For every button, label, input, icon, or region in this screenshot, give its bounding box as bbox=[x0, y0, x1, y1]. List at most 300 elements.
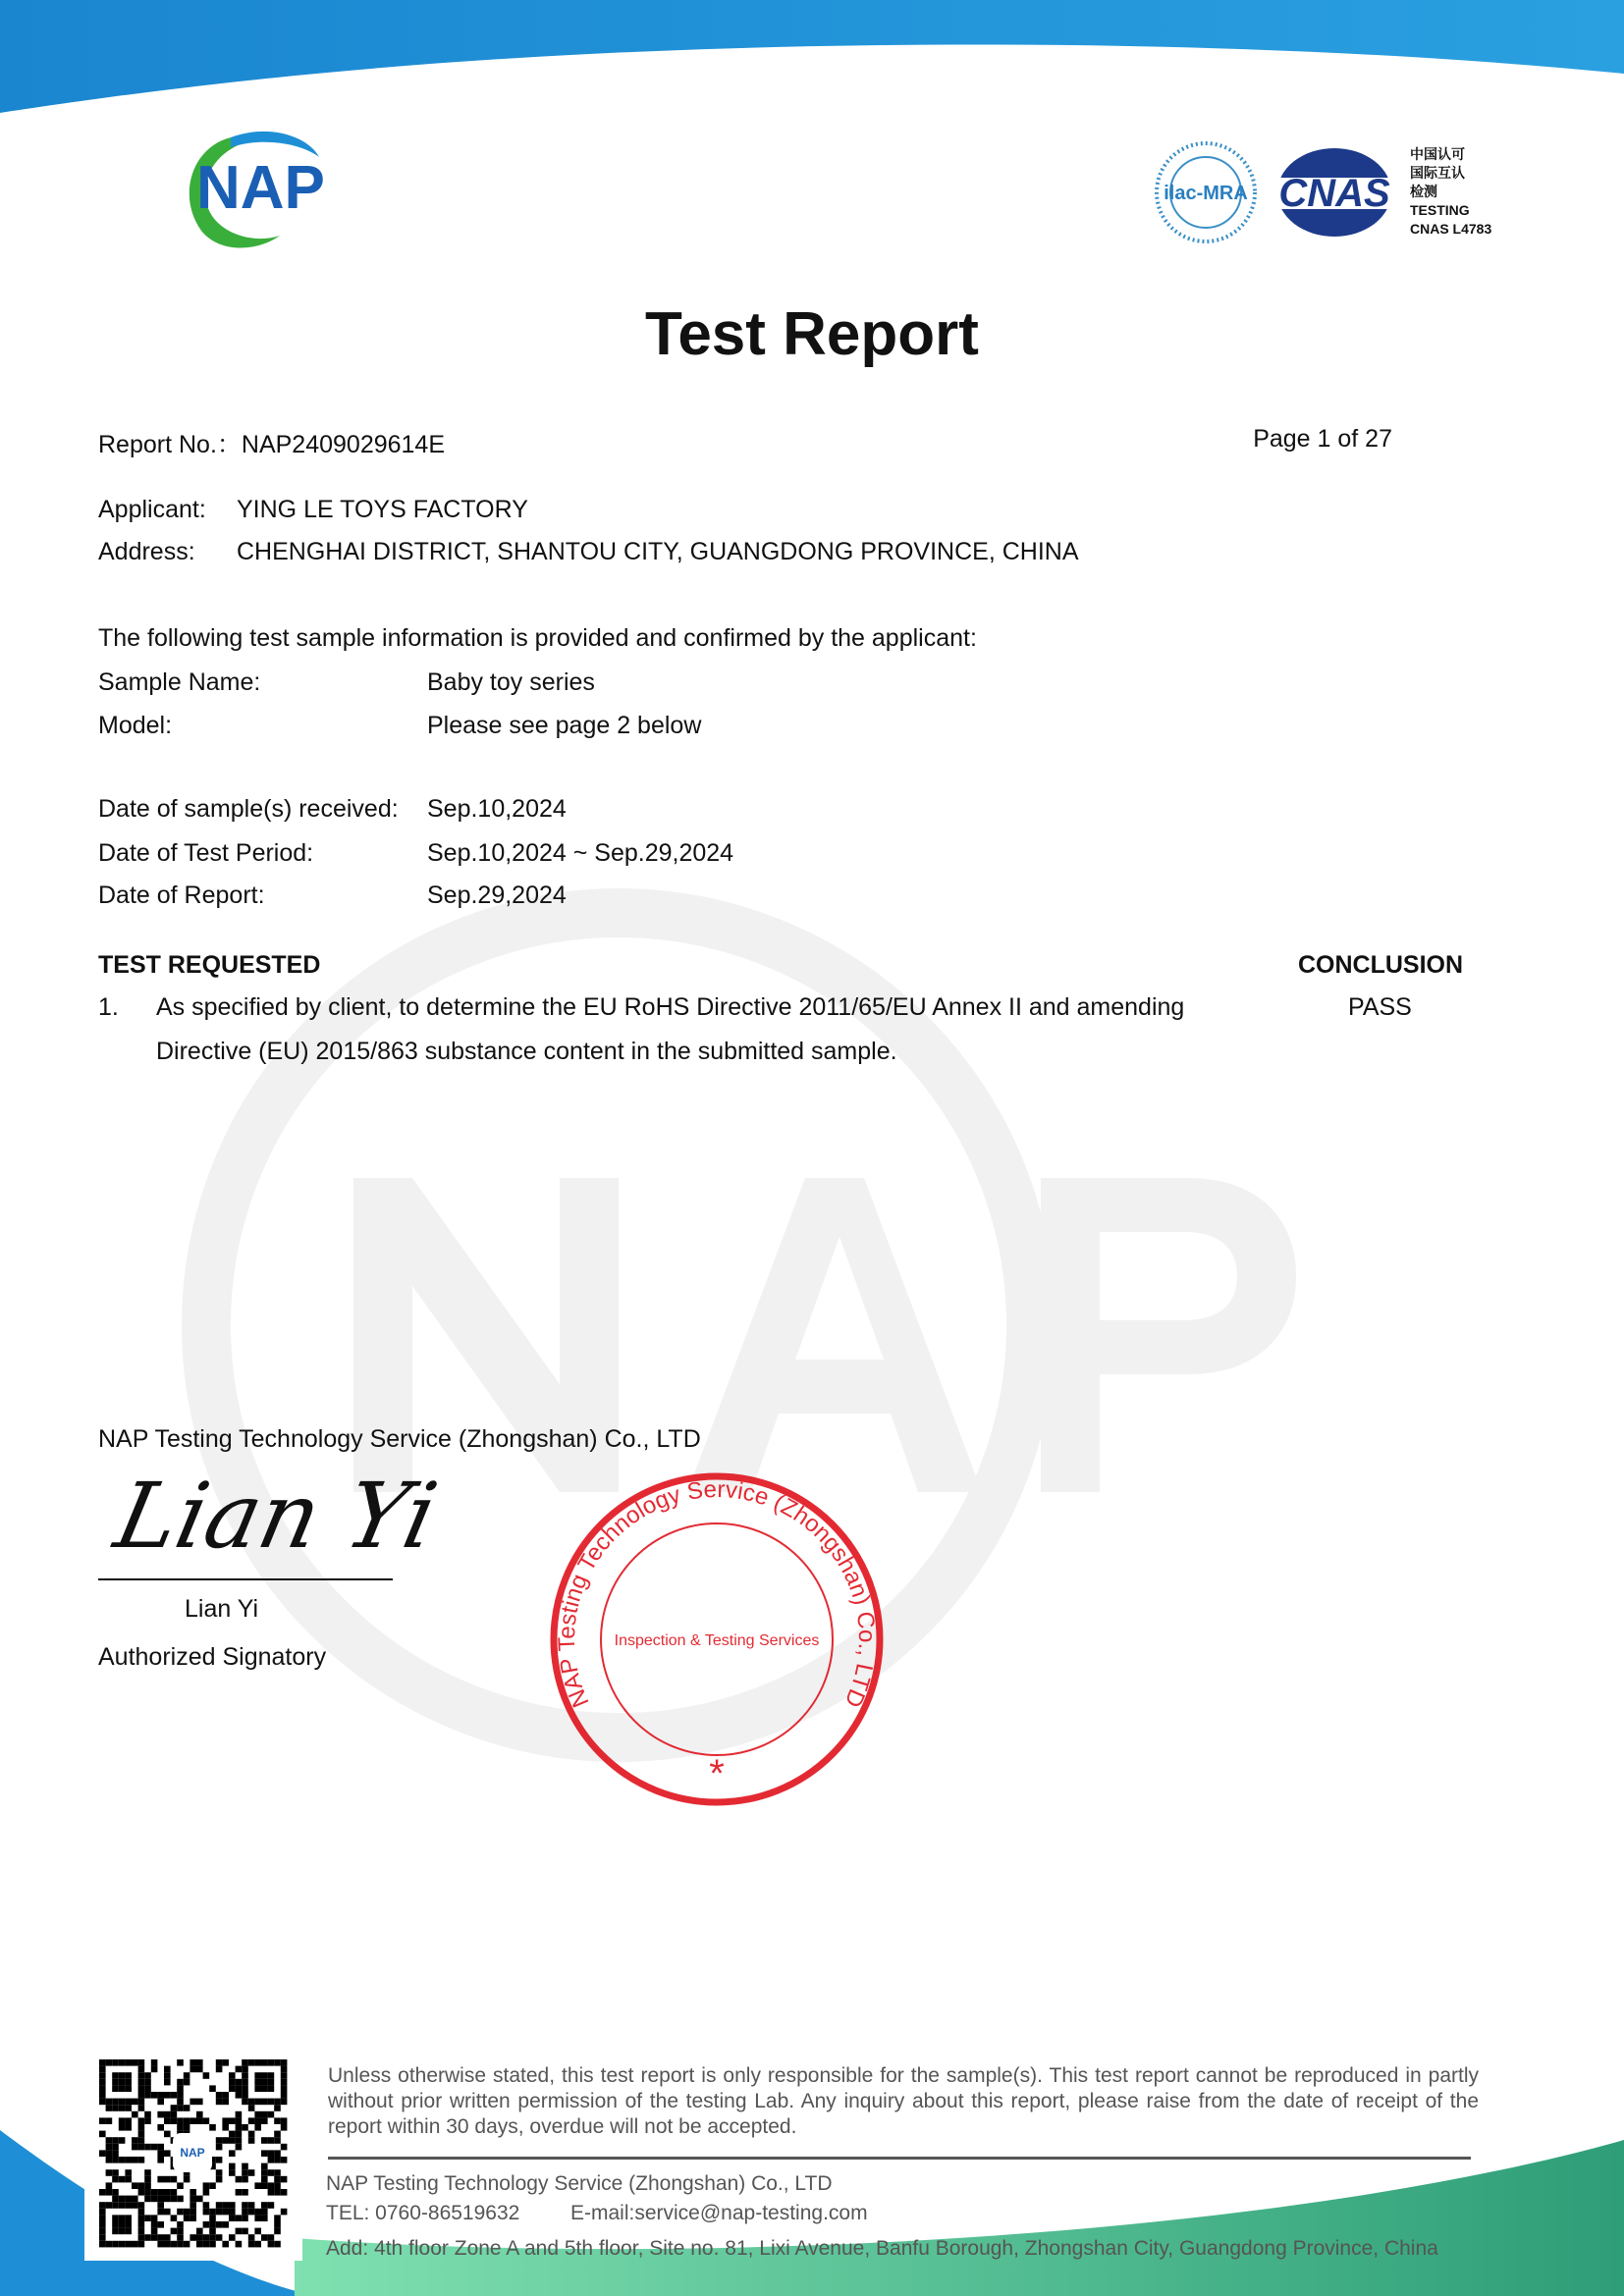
qr-module bbox=[144, 2196, 151, 2203]
field-value: Baby toy series bbox=[427, 668, 595, 696]
qr-module bbox=[106, 2137, 113, 2144]
qr-module bbox=[144, 2234, 151, 2241]
qr-module bbox=[151, 2059, 158, 2066]
qr-module bbox=[138, 2228, 145, 2235]
qr-module bbox=[177, 2209, 184, 2216]
qr-module bbox=[242, 2176, 248, 2183]
qr-module bbox=[144, 2176, 151, 2183]
test-result: PASS bbox=[1348, 993, 1412, 1021]
qr-module bbox=[236, 2144, 243, 2151]
qr-module bbox=[132, 2202, 138, 2209]
qr-module bbox=[274, 2137, 281, 2144]
qr-module bbox=[229, 2117, 236, 2124]
qr-module bbox=[229, 2137, 236, 2144]
qr-module bbox=[261, 2234, 268, 2241]
qr-module bbox=[254, 2209, 261, 2216]
qr-module bbox=[274, 2215, 281, 2221]
qr-module bbox=[144, 2189, 151, 2196]
qr-module bbox=[99, 2241, 106, 2248]
field-label: Sample Name: bbox=[98, 668, 261, 696]
qr-module bbox=[99, 2059, 106, 2066]
qr-module bbox=[203, 2221, 210, 2228]
qr-module bbox=[222, 2221, 229, 2228]
qr-module bbox=[138, 2117, 145, 2124]
cnas-number: CNAS L4783 bbox=[1410, 221, 1492, 237]
company-stamp bbox=[550, 1472, 884, 1806]
qr-module bbox=[119, 2059, 126, 2066]
qr-module bbox=[106, 2182, 113, 2189]
qr-module bbox=[216, 2202, 223, 2209]
qr-module bbox=[242, 2072, 248, 2079]
qr-module bbox=[229, 2202, 236, 2209]
qr-module bbox=[106, 2117, 113, 2124]
qr-module bbox=[164, 2241, 171, 2248]
qr-module bbox=[184, 2117, 190, 2124]
qr-module bbox=[138, 2144, 145, 2151]
qr-module bbox=[242, 2099, 248, 2106]
qr-module bbox=[112, 2176, 119, 2183]
qr-module bbox=[261, 2182, 268, 2189]
qr-module bbox=[119, 2105, 126, 2111]
qr-module bbox=[106, 2189, 113, 2196]
qr-module bbox=[112, 2189, 119, 2196]
qr-module bbox=[189, 2234, 196, 2241]
qr-module bbox=[216, 2099, 223, 2106]
qr-module bbox=[274, 2105, 281, 2111]
qr-module bbox=[236, 2241, 243, 2248]
qr-module bbox=[177, 2228, 184, 2235]
qr-module bbox=[222, 2137, 229, 2144]
report-no-value: NAP2409029614E bbox=[241, 431, 446, 458]
qr-module bbox=[125, 2059, 132, 2066]
qr-module bbox=[119, 2157, 126, 2163]
qr-module bbox=[254, 2182, 261, 2189]
qr-module bbox=[242, 2124, 248, 2131]
qr-module bbox=[164, 2131, 171, 2138]
qr-module bbox=[99, 2099, 106, 2106]
qr-module bbox=[248, 2131, 255, 2138]
qr-module bbox=[177, 2105, 184, 2111]
qr-module bbox=[132, 2099, 138, 2106]
field-value: Sep.29,2024 bbox=[427, 881, 567, 909]
qr-module bbox=[203, 2234, 210, 2241]
cn-line: 国际互认 bbox=[1410, 165, 1465, 181]
qr-module bbox=[164, 2209, 171, 2216]
qr-module bbox=[261, 2169, 268, 2176]
qr-module bbox=[177, 2117, 184, 2124]
qr-module bbox=[254, 2111, 261, 2118]
qr-module bbox=[164, 2176, 171, 2183]
qr-module bbox=[189, 2117, 196, 2124]
qr-module bbox=[138, 2209, 145, 2216]
qr-module bbox=[144, 2079, 151, 2086]
qr-module bbox=[242, 2169, 248, 2176]
qr-module bbox=[99, 2092, 106, 2099]
qr-module bbox=[236, 2085, 243, 2092]
qr-module bbox=[125, 2117, 132, 2124]
qr-module bbox=[125, 2099, 132, 2106]
qr-module bbox=[189, 2202, 196, 2209]
cn-line: 中国认可 bbox=[1410, 146, 1465, 162]
qr-module bbox=[119, 2241, 126, 2248]
qr-module bbox=[138, 2221, 145, 2228]
qr-module bbox=[268, 2182, 275, 2189]
top-decorative-band bbox=[0, 0, 1624, 118]
field-label: Date of Test Period: bbox=[98, 839, 314, 867]
qr-module bbox=[151, 2234, 158, 2241]
page-number: Page 1 of 27 bbox=[1253, 425, 1392, 453]
qr-module bbox=[216, 2176, 223, 2183]
qr-module bbox=[274, 2176, 281, 2183]
qr-module bbox=[112, 2072, 119, 2079]
field-label: Model: bbox=[98, 712, 173, 739]
qr-module bbox=[281, 2189, 288, 2196]
qr-module bbox=[236, 2117, 243, 2124]
qr-module bbox=[119, 2221, 126, 2228]
qr-module bbox=[144, 2117, 151, 2124]
qr-module bbox=[119, 2202, 126, 2209]
qr-module bbox=[138, 2085, 145, 2092]
footer-email[interactable]: E-mail:service@nap-testing.com bbox=[570, 2202, 868, 2224]
qr-module bbox=[254, 2241, 261, 2248]
qr-module bbox=[144, 2144, 151, 2151]
qr-module bbox=[216, 2234, 223, 2241]
qr-module bbox=[119, 2072, 126, 2079]
qr-module bbox=[157, 2209, 164, 2216]
qr-module bbox=[274, 2150, 281, 2157]
qr-module bbox=[119, 2137, 126, 2144]
qr-module bbox=[112, 2157, 119, 2163]
qr-module bbox=[125, 2241, 132, 2248]
qr-module bbox=[171, 2111, 178, 2118]
qr-module bbox=[99, 2085, 106, 2092]
qr-module bbox=[242, 2079, 248, 2086]
qr-module bbox=[261, 2079, 268, 2086]
qr-module bbox=[274, 2169, 281, 2176]
qr-module bbox=[112, 2144, 119, 2151]
qr-module bbox=[119, 2117, 126, 2124]
qr-module bbox=[157, 2176, 164, 2183]
qr-module bbox=[144, 2111, 151, 2118]
qr-module bbox=[125, 2079, 132, 2086]
qr-module bbox=[229, 2169, 236, 2176]
qr-module bbox=[119, 2215, 126, 2221]
qr-module bbox=[203, 2241, 210, 2248]
qr-module bbox=[209, 2215, 216, 2221]
qr-module bbox=[196, 2066, 203, 2073]
qr-module bbox=[119, 2124, 126, 2131]
footer-tel: TEL: 0760-86519632 bbox=[326, 2202, 520, 2224]
qr-module bbox=[125, 2105, 132, 2111]
qr-module bbox=[119, 2085, 126, 2092]
qr-module bbox=[209, 2221, 216, 2228]
qr-module bbox=[268, 2099, 275, 2106]
qr-module bbox=[254, 2085, 261, 2092]
qr-module bbox=[242, 2209, 248, 2216]
qr-module bbox=[281, 2092, 288, 2099]
qr-module bbox=[216, 2169, 223, 2176]
qr-module bbox=[254, 2059, 261, 2066]
qr-module bbox=[132, 2137, 138, 2144]
qr-module bbox=[242, 2092, 248, 2099]
qr-module bbox=[216, 2066, 223, 2073]
qr-module bbox=[125, 2157, 132, 2163]
qr-module bbox=[274, 2099, 281, 2106]
qr-module bbox=[236, 2079, 243, 2086]
qr-module bbox=[229, 2072, 236, 2079]
qr-module bbox=[99, 2066, 106, 2073]
qr-module bbox=[106, 2105, 113, 2111]
qr-module bbox=[125, 2228, 132, 2235]
qr-module bbox=[99, 2131, 106, 2138]
qr-module bbox=[112, 2137, 119, 2144]
qr-module bbox=[281, 2059, 288, 2066]
qr-module bbox=[248, 2117, 255, 2124]
qr-module bbox=[274, 2157, 281, 2163]
qr-module bbox=[125, 2202, 132, 2209]
qr-module bbox=[261, 2117, 268, 2124]
qr-module bbox=[281, 2085, 288, 2092]
test-item-line: As specified by client, to determine the EU RoHS Directive 2011/65/EU Annex II and amending bbox=[156, 993, 1185, 1021]
qr-module bbox=[268, 2169, 275, 2176]
qr-module bbox=[112, 2079, 119, 2086]
qr-module bbox=[125, 2072, 132, 2079]
qr-module bbox=[248, 2209, 255, 2216]
qr-module bbox=[248, 2105, 255, 2111]
qr-module bbox=[189, 2066, 196, 2073]
qr-module bbox=[171, 2241, 178, 2248]
footer-company: NAP Testing Technology Service (Zhongshan) Co., LTD bbox=[326, 2172, 833, 2195]
qr-module bbox=[203, 2072, 210, 2079]
qr-module bbox=[144, 2072, 151, 2079]
qr-module bbox=[229, 2234, 236, 2241]
qr-module bbox=[138, 2157, 145, 2163]
test-item-line: Directive (EU) 2015/863 substance content in the submitted sample. bbox=[156, 1038, 897, 1065]
qr-module bbox=[196, 2059, 203, 2066]
qr-module bbox=[99, 2189, 106, 2196]
qr-module bbox=[261, 2163, 268, 2170]
qr-module bbox=[189, 2215, 196, 2221]
field-value: Sep.10,2024 bbox=[427, 795, 567, 823]
svg-text:NAP Testing Technology Service: NAP Testing Technology Service (Zhongshan) Co., LTD bbox=[553, 1475, 881, 1712]
cn-line: 检测 bbox=[1410, 184, 1437, 199]
qr-module bbox=[189, 2189, 196, 2196]
qr-module bbox=[112, 2202, 119, 2209]
qr-module bbox=[248, 2059, 255, 2066]
footer-address: Add: 4th floor Zone A and 5th floor, Site no. 81, Lixi Avenue, Banfu Borough, Zhongshan City, Guangdong Province, China bbox=[326, 2237, 1438, 2260]
qr-module bbox=[112, 2241, 119, 2248]
qr-module bbox=[281, 2124, 288, 2131]
qr-module bbox=[242, 2202, 248, 2209]
qr-module bbox=[274, 2131, 281, 2138]
qr-module bbox=[229, 2150, 236, 2157]
qr-module bbox=[261, 2150, 268, 2157]
qr-module bbox=[112, 2169, 119, 2176]
qr-module bbox=[112, 2099, 119, 2106]
qr-module bbox=[138, 2066, 145, 2073]
qr-module bbox=[196, 2111, 203, 2118]
qr-module bbox=[268, 2241, 275, 2248]
qr-module bbox=[209, 2182, 216, 2189]
qr-module bbox=[106, 2202, 113, 2209]
qr-module bbox=[281, 2157, 288, 2163]
qr-module bbox=[157, 2234, 164, 2241]
qr-module bbox=[144, 2182, 151, 2189]
qr-module bbox=[157, 2189, 164, 2196]
qr-module bbox=[151, 2196, 158, 2203]
report-no-label: Report No.： bbox=[98, 431, 242, 458]
qr-module bbox=[157, 2124, 164, 2131]
qr-module bbox=[189, 2059, 196, 2066]
qr-module bbox=[138, 2059, 145, 2066]
qr-module bbox=[157, 2150, 164, 2157]
qr-module bbox=[119, 2228, 126, 2235]
qr-module bbox=[151, 2066, 158, 2073]
qr-module bbox=[125, 2176, 132, 2183]
qr-module bbox=[184, 2241, 190, 2248]
qr-module bbox=[151, 2215, 158, 2221]
qr-module bbox=[177, 2092, 184, 2099]
qr-module bbox=[222, 2202, 229, 2209]
nap-logo bbox=[172, 118, 368, 255]
qr-module bbox=[196, 2196, 203, 2203]
qr-module bbox=[184, 2215, 190, 2221]
qr-module bbox=[281, 2176, 288, 2183]
qr-module bbox=[177, 2085, 184, 2092]
qr-module bbox=[164, 2196, 171, 2203]
qr-module bbox=[138, 2124, 145, 2131]
qr-module bbox=[164, 2079, 171, 2086]
qr-module bbox=[171, 2117, 178, 2124]
qr-module bbox=[236, 2176, 243, 2183]
qr-module bbox=[171, 2196, 178, 2203]
qr-module bbox=[274, 2059, 281, 2066]
qr-module bbox=[132, 2241, 138, 2248]
qr-module bbox=[184, 2124, 190, 2131]
conclusion-header: CONCLUSION bbox=[1298, 951, 1464, 979]
qr-module bbox=[261, 2085, 268, 2092]
qr-module bbox=[254, 2079, 261, 2086]
qr-module bbox=[144, 2085, 151, 2092]
qr-module bbox=[99, 2150, 106, 2157]
qr-module bbox=[254, 2124, 261, 2131]
qr-module bbox=[138, 2137, 145, 2144]
qr-module bbox=[242, 2066, 248, 2073]
qr-module bbox=[164, 2150, 171, 2157]
qr-module bbox=[138, 2215, 145, 2221]
qr-module bbox=[242, 2059, 248, 2066]
qr-module bbox=[236, 2137, 243, 2144]
qr-module bbox=[99, 2228, 106, 2235]
qr-module bbox=[281, 2079, 288, 2086]
qr-module bbox=[184, 2176, 190, 2183]
qr-module bbox=[254, 2117, 261, 2124]
qr-module bbox=[216, 2059, 223, 2066]
qr-module bbox=[164, 2111, 171, 2118]
qr-module bbox=[248, 2234, 255, 2241]
qr-module bbox=[222, 2117, 229, 2124]
qr-module bbox=[248, 2241, 255, 2248]
qr-module bbox=[281, 2144, 288, 2151]
qr-module bbox=[248, 2169, 255, 2176]
qr-module bbox=[125, 2169, 132, 2176]
qr-module bbox=[242, 2085, 248, 2092]
cnas-logo bbox=[1273, 145, 1395, 244]
qr-module bbox=[112, 2105, 119, 2111]
qr-module bbox=[222, 2209, 229, 2216]
qr-module bbox=[196, 2241, 203, 2248]
qr-module bbox=[157, 2221, 164, 2228]
qr-module bbox=[261, 2209, 268, 2216]
qr-module bbox=[171, 2105, 178, 2111]
qr-module bbox=[112, 2228, 119, 2235]
qr-module bbox=[138, 2241, 145, 2248]
qr-module bbox=[281, 2066, 288, 2073]
qr-module bbox=[157, 2202, 164, 2209]
qr-module bbox=[138, 2189, 145, 2196]
qr-module bbox=[254, 2215, 261, 2221]
qr-module bbox=[132, 2196, 138, 2203]
test-item-number: 1. bbox=[98, 993, 119, 1021]
qr-module bbox=[216, 2221, 223, 2228]
qr-module bbox=[236, 2131, 243, 2138]
qr-module bbox=[157, 2196, 164, 2203]
applicant-label: Applicant: bbox=[98, 496, 206, 523]
qr-module bbox=[138, 2202, 145, 2209]
qr-module bbox=[106, 2150, 113, 2157]
qr-module bbox=[99, 2234, 106, 2241]
qr-module bbox=[184, 2209, 190, 2216]
qr-module bbox=[112, 2059, 119, 2066]
qr-module bbox=[132, 2182, 138, 2189]
qr-module bbox=[138, 2079, 145, 2086]
qr-module bbox=[151, 2189, 158, 2196]
qr-module bbox=[112, 2150, 119, 2157]
qr-module bbox=[274, 2221, 281, 2228]
qr-module bbox=[268, 2202, 275, 2209]
qr-code[interactable] bbox=[84, 2045, 302, 2261]
qr-module bbox=[112, 2085, 119, 2092]
qr-module bbox=[151, 2092, 158, 2099]
qr-module bbox=[203, 2189, 210, 2196]
qr-module bbox=[106, 2169, 113, 2176]
qr-module bbox=[222, 2124, 229, 2131]
qr-module bbox=[164, 2092, 171, 2099]
qr-module bbox=[177, 2234, 184, 2241]
qr-module bbox=[196, 2117, 203, 2124]
qr-module bbox=[274, 2228, 281, 2235]
qr-module bbox=[261, 2176, 268, 2183]
qr-module bbox=[196, 2099, 203, 2106]
svg-text:*: * bbox=[709, 1752, 725, 1795]
qr-module bbox=[99, 2079, 106, 2086]
qr-module bbox=[99, 2209, 106, 2216]
test-requested-header: TEST REQUESTED bbox=[98, 951, 321, 979]
qr-module bbox=[268, 2072, 275, 2079]
qr-module bbox=[125, 2124, 132, 2131]
qr-module bbox=[189, 2099, 196, 2106]
qr-module bbox=[132, 2059, 138, 2066]
ilac-mra-logo bbox=[1154, 140, 1258, 249]
qr-module bbox=[274, 2117, 281, 2124]
qr-module bbox=[177, 2124, 184, 2131]
address-value: CHENGHAI DISTRICT, SHANTOU CITY, GUANGDONG PROVINCE, CHINA bbox=[237, 538, 1079, 565]
signatory-name: Lian Yi bbox=[185, 1595, 259, 1623]
qr-module bbox=[203, 2182, 210, 2189]
qr-module bbox=[216, 2209, 223, 2216]
qr-module bbox=[242, 2163, 248, 2170]
qr-module bbox=[99, 2202, 106, 2209]
